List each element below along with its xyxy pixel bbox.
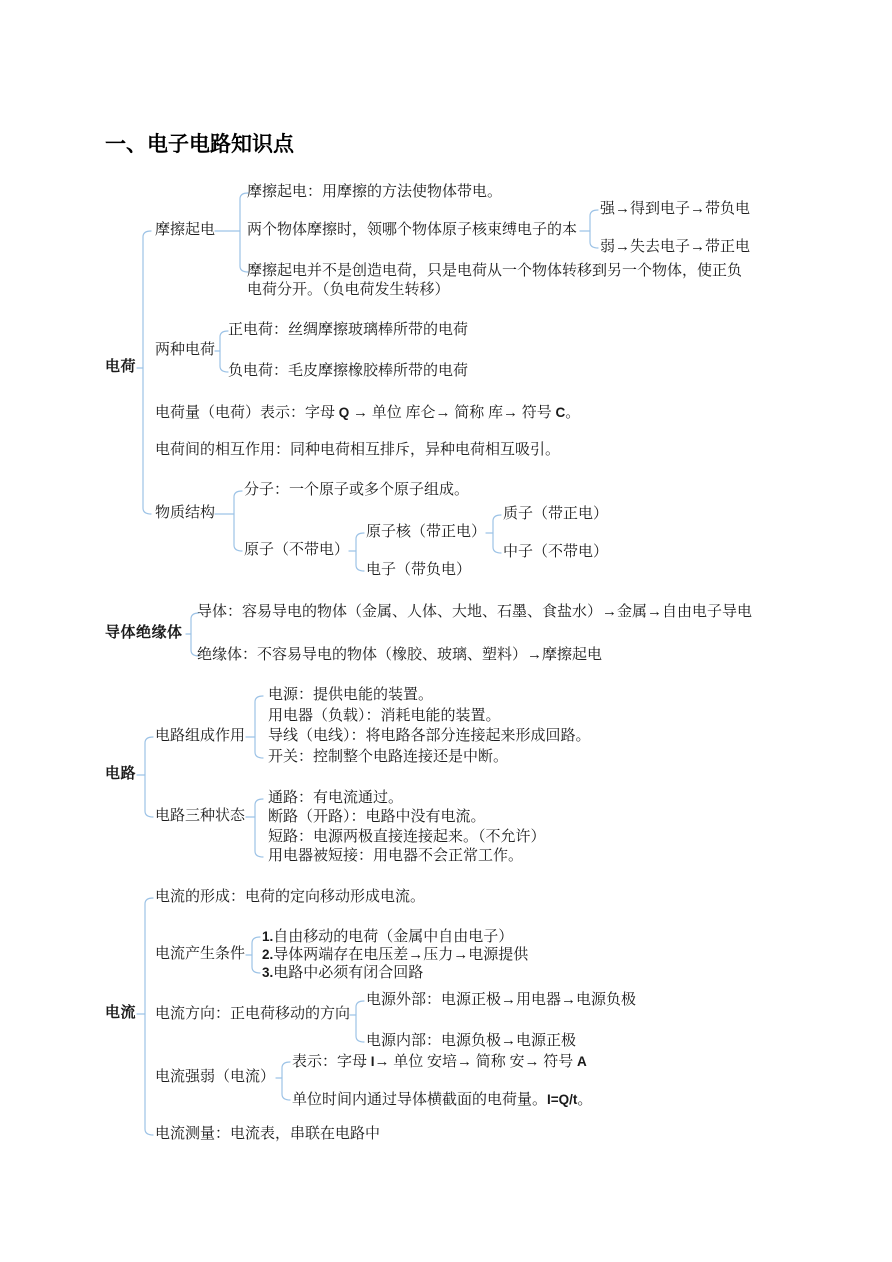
node-current-root: 电流 [105, 1005, 137, 1021]
node-open-circuit: 断路（开路）：电路中没有电流。 [268, 809, 486, 825]
node-atom: 原子（不带电） [244, 542, 350, 558]
bracket-path [252, 937, 260, 973]
bracket-path [255, 799, 263, 857]
node-wire: 导线（电线）：将电路各部分连接起来形成回路。 [268, 728, 591, 744]
condition-text: 自由移动的电荷（金属中自由电子） [273, 929, 514, 945]
symbol-q: Q [338, 405, 350, 420]
connector-structure [215, 491, 242, 551]
bracket-path [493, 515, 501, 553]
node-charge-root: 电荷 [105, 359, 137, 375]
node-short-circuit: 短路：电源两极直接连接起来。（不允许） [268, 829, 546, 845]
node-circuit-root: 电路 [105, 766, 137, 782]
node-negative-charge: 负电荷：毛皮摩擦橡胶棒所带的电荷 [228, 363, 469, 379]
bracket-path [143, 231, 151, 514]
node-conductor-root: 导体绝缘体 [105, 625, 183, 641]
node-conditions-label: 电流产生条件 [155, 946, 246, 962]
node-friction-transfer-line2: 电荷分开。（负电荷发生转移） [247, 282, 450, 298]
symbol-a: A [577, 1054, 587, 1069]
node-molecule: 分子：一个原子或多个原子组成。 [244, 482, 470, 498]
quantity-text: → 单位 库仑→ 简称 库→ 符号 [349, 405, 556, 421]
node-composition-label: 电路组成作用 [155, 728, 246, 744]
node-switch: 开关：控制整个电路连接还是中断。 [268, 749, 509, 765]
node-current-formation: 电流的形成：电荷的定向移动形成电流。 [155, 889, 426, 905]
condition-number: 2. [262, 947, 274, 962]
bracket-path [220, 331, 228, 372]
quantity-text: 。 [565, 405, 581, 421]
node-external-path: 电源外部：电源正极→用电器→电源负极 [366, 992, 637, 1008]
node-load-short: 用电器被短接：用电器不会正常工作。 [268, 848, 524, 864]
connector-two-kinds [215, 331, 228, 372]
node-strength-definition [292, 1090, 592, 1110]
condition-number: 1. [262, 929, 274, 944]
node-nucleus: 原子核（带正电） [366, 524, 487, 540]
quantity-text: 电荷量（电荷）表示：字母 [155, 405, 339, 421]
node-friction-weak: 弱→失去电子→带正电 [600, 239, 751, 255]
bracket-path [590, 210, 598, 248]
bracket-path [356, 1001, 364, 1042]
bracket-path [145, 898, 153, 1135]
node-closed-circuit: 通路：有电流通过。 [268, 790, 404, 806]
node-two-kinds-label: 两种电荷 [155, 342, 216, 358]
bracket-path [255, 696, 263, 758]
page-title: 一、电子电路知识点 [105, 133, 294, 156]
node-strength-representation [292, 1052, 587, 1072]
condition-text: 电路中必须有闭合回路 [273, 965, 424, 981]
connector-atom [349, 533, 364, 571]
bracket-path [234, 491, 242, 551]
node-power-source: 电源：提供电能的装置。 [268, 687, 434, 703]
node-positive-charge: 正电荷：丝绸摩擦玻璃棒所带的电荷 [228, 322, 469, 338]
node-internal-path: 电源内部：电源负极→电源正极 [366, 1033, 577, 1049]
connector-charge [137, 231, 151, 514]
node-load: 用电器（负载）：消耗电能的装置。 [268, 708, 501, 724]
node-conductor-def: 导体：容易导电的物体（金属、人体、大地、石墨、食盐水）→金属→自由电子导电 [197, 604, 753, 620]
symbol-c: C [555, 405, 566, 420]
node-insulator-def: 绝缘体：不容易导电的物体（橡胶、玻璃、塑料）→摩擦起电 [197, 647, 603, 663]
bracket-path [145, 737, 153, 817]
rep-text: → 单位 安培→ 简称 安→ 符号 [374, 1054, 578, 1070]
node-friction-def: 摩擦起电：用摩擦的方法使物体带电。 [247, 184, 503, 200]
bracket-path [282, 1062, 290, 1100]
def-text: 。 [577, 1092, 593, 1108]
connector-nucleus [486, 515, 501, 553]
connector-direction [350, 1001, 364, 1042]
node-neutron: 中子（不带电） [503, 544, 609, 560]
node-friction-transfer-line1: 摩擦起电并不是创造电荷，只是电荷从一个物体转移到另一个物体，使正负 [247, 263, 743, 279]
connector-circuit [137, 737, 153, 817]
connector-friction [215, 193, 248, 272]
node-charge-quantity [155, 403, 580, 423]
connector-states [246, 799, 263, 857]
node-charge-interaction: 电荷间的相互作用：同种电荷相互排斥，异种电荷相互吸引。 [155, 442, 561, 458]
node-states-label: 电路三种状态 [155, 808, 246, 824]
node-electron: 电子（带负电） [366, 562, 472, 578]
node-friction-strong: 强→得到电子→带负电 [600, 201, 751, 217]
rep-text: 表示：字母 [292, 1054, 371, 1070]
connector-composition [246, 696, 263, 758]
def-text: 单位时间内通过导体横截面的电荷量。 [292, 1092, 548, 1108]
node-structure-label: 物质结构 [155, 505, 216, 521]
connector-current [137, 898, 153, 1135]
symbol-i: I [370, 1054, 375, 1069]
condition-text: 导体两端存在电压差→压力→电源提供 [273, 947, 529, 963]
node-direction-label: 电流方向：正电荷移动的方向 [155, 1006, 351, 1022]
connector-conditions [246, 937, 260, 973]
node-proton: 质子（带正电） [503, 506, 609, 522]
node-condition-2 [262, 945, 528, 965]
node-current-measurement: 电流测量：电流表，串联在电路中 [155, 1126, 381, 1142]
node-friction-label: 摩擦起电 [155, 222, 216, 238]
node-strength-label: 电流强弱（电流） [155, 1069, 276, 1085]
bracket-path [356, 533, 364, 571]
node-condition-1 [262, 927, 513, 947]
condition-number: 3. [262, 965, 274, 980]
formula-iqt: I=Q/t [547, 1092, 578, 1107]
connector-strong-weak [580, 210, 598, 248]
connector-strength [276, 1062, 290, 1100]
node-condition-3 [262, 963, 423, 983]
node-friction-rubbing: 两个物体摩擦时，领哪个物体原子核束缚电子的本 [247, 222, 578, 238]
